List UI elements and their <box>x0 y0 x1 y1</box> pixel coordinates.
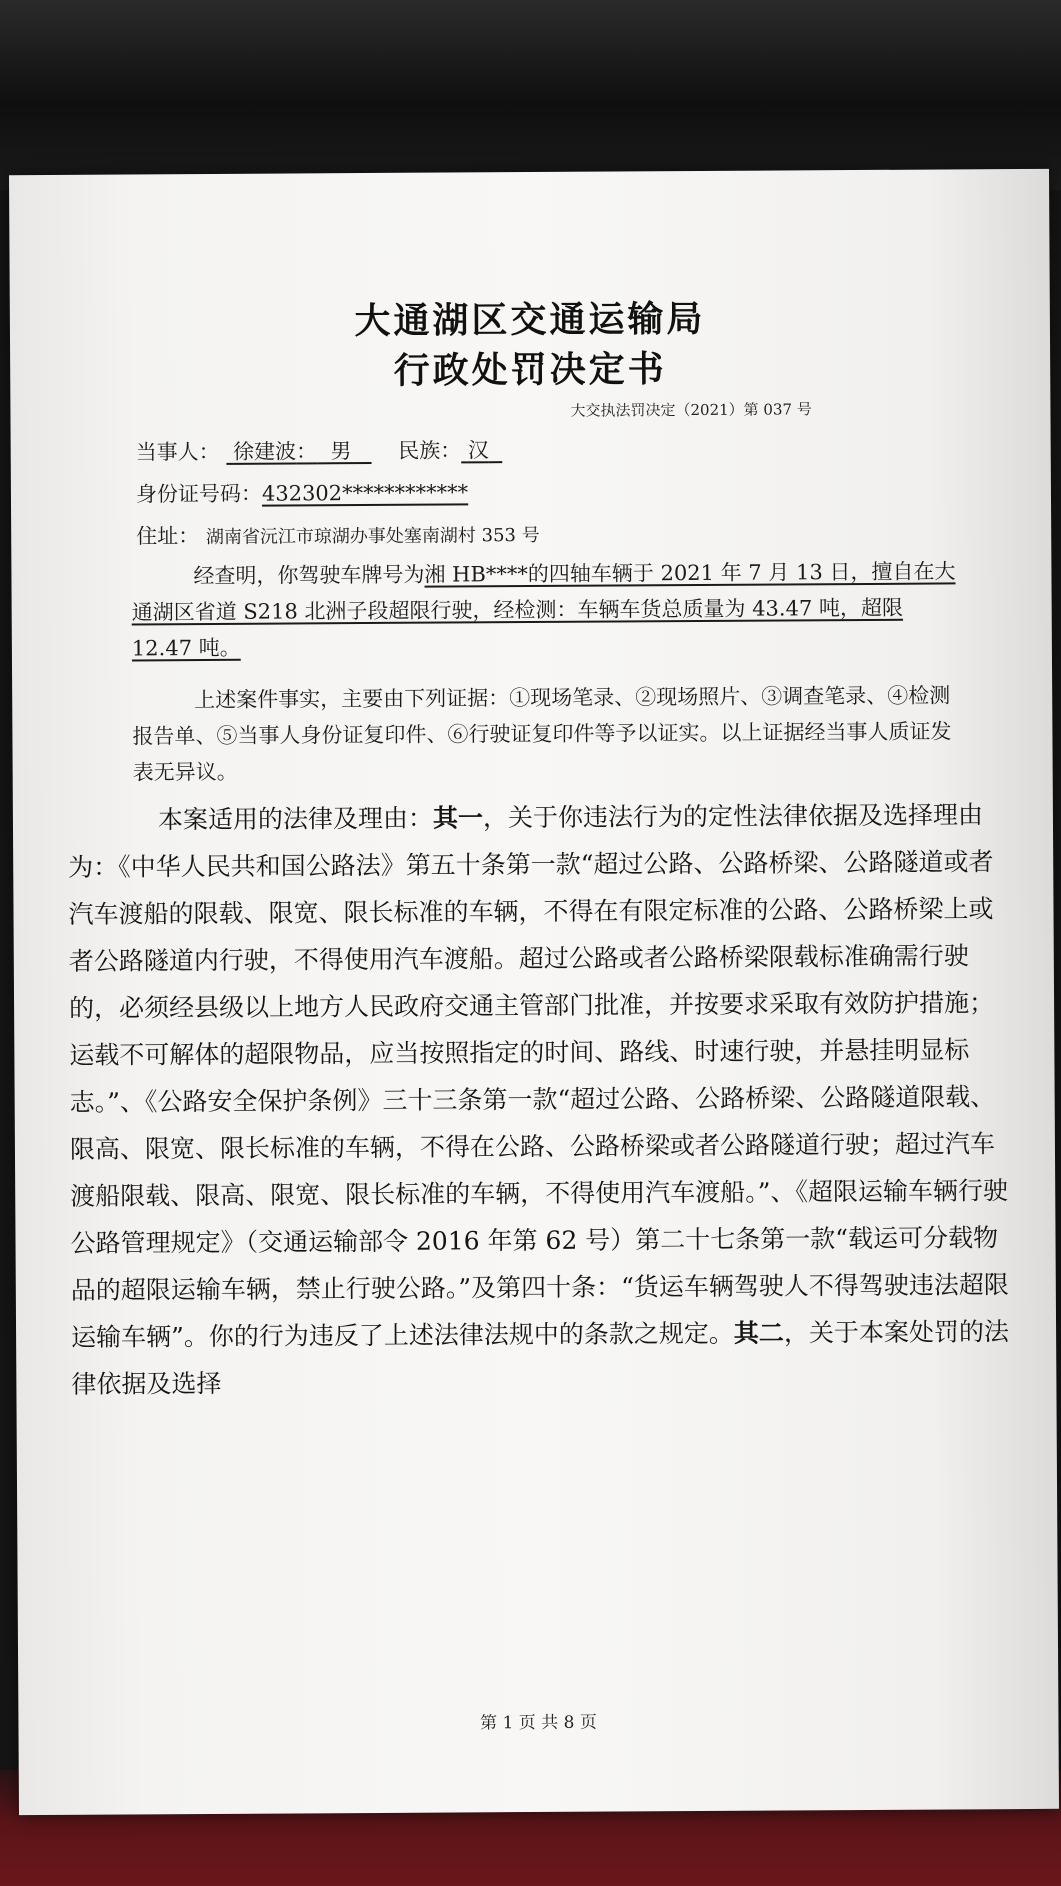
party-label: 当事人： <box>135 439 220 465</box>
party-name: 徐建波： 男 <box>232 439 352 464</box>
address-row <box>136 518 540 550</box>
law-first-label: 其一 <box>432 803 484 833</box>
ethnicity-value: 汉 <box>467 438 489 463</box>
ethnicity-label: 民族： <box>398 438 462 463</box>
background-top <box>0 0 1061 190</box>
document-number: 大交执法罚决定（2021）第 037 号 <box>570 400 812 420</box>
law-first-text: ，关于你违法行为的定性法律依据及选择理由为：《中华人民共和国公路法》第五十条第一款“超过公路、公路桥梁、公路隧道或者汽车渡船的限载、限宽、限长标准的车辆，不得在有限定标准的公路、公路桥梁上或者公路隧道内行驶，不得使用汽车渡船。超过公路或者公路桥梁限载标准确需行驶的，必须经县级以上地方人民政府交通主管部门批准，并按要求采取有效防护措施；运载不可解体的超限物品，应当按照指定的时间、路线、时速行驶，并悬挂明显标志。”、《公路安全保护条例》三十三条第一款“超过公路、公路桥梁、公路隧道限载、限高、限宽、限长标准的车辆，不得在公路、公路桥梁或者公路隧道行驶；超过汽车渡船限载、限高、限宽、限长标准的车辆，不得使用汽车渡船。”、《超限运输车辆行驶公路管理规定》（交通运输部令 2016 年第 62 号）第二十七条第一款“载运可分载物品的超限运输车辆，禁止行驶公路。”及第四十条：“货运车辆驾驶人不得驾驶违法超限运输车辆”。你的行为违反了上述法律法规中的条款之规定。 <box>68 800 1009 1352</box>
address-value: 湖南省沅江市琼湖办事处塞南湖村 353 号 <box>205 524 540 548</box>
document-title-line1: 大通湖区交通运输局 <box>354 298 706 343</box>
facts-lead: 经查明，你驾驶车牌号为 <box>193 562 425 589</box>
document-page <box>9 169 1059 1815</box>
law-paragraph <box>68 791 1012 1408</box>
evidence-paragraph: 上述案件事实，主要由下列证据：①现场笔录、②现场照片、③调查笔录、④检测报告单、⑤当事人身份证复印件、⑥行驶证复印件等予以证实。以上证据经当事人质证发表无异议。 <box>132 683 952 785</box>
law-second-text: ，关于本案处罚的法律依据及选择 <box>71 1317 1010 1399</box>
id-card-value: 432302************ <box>261 480 469 506</box>
document-title-line2: 行政处罚决定书 <box>393 349 667 392</box>
page-footer: 第 1 页 共 8 页 <box>480 1712 597 1734</box>
law-lead: 本案适用的法律及理由： <box>157 803 434 835</box>
id-card-row <box>136 476 468 508</box>
facts-paragraph <box>131 553 962 666</box>
law-second-label: 其二 <box>733 1318 784 1348</box>
facts-underlined: 湘 HB****的四轴车辆于 2021 年 7 月 13 日，擅自在大通湖区省道 S218 北洲子段超限行驶，经检测：车辆车货总质量为 43.47 吨，超限 12.47 吨。 <box>131 559 956 661</box>
id-card-label: 身份证号码： <box>135 481 263 507</box>
address-label: 住址： <box>136 524 200 549</box>
party-row <box>136 434 503 466</box>
